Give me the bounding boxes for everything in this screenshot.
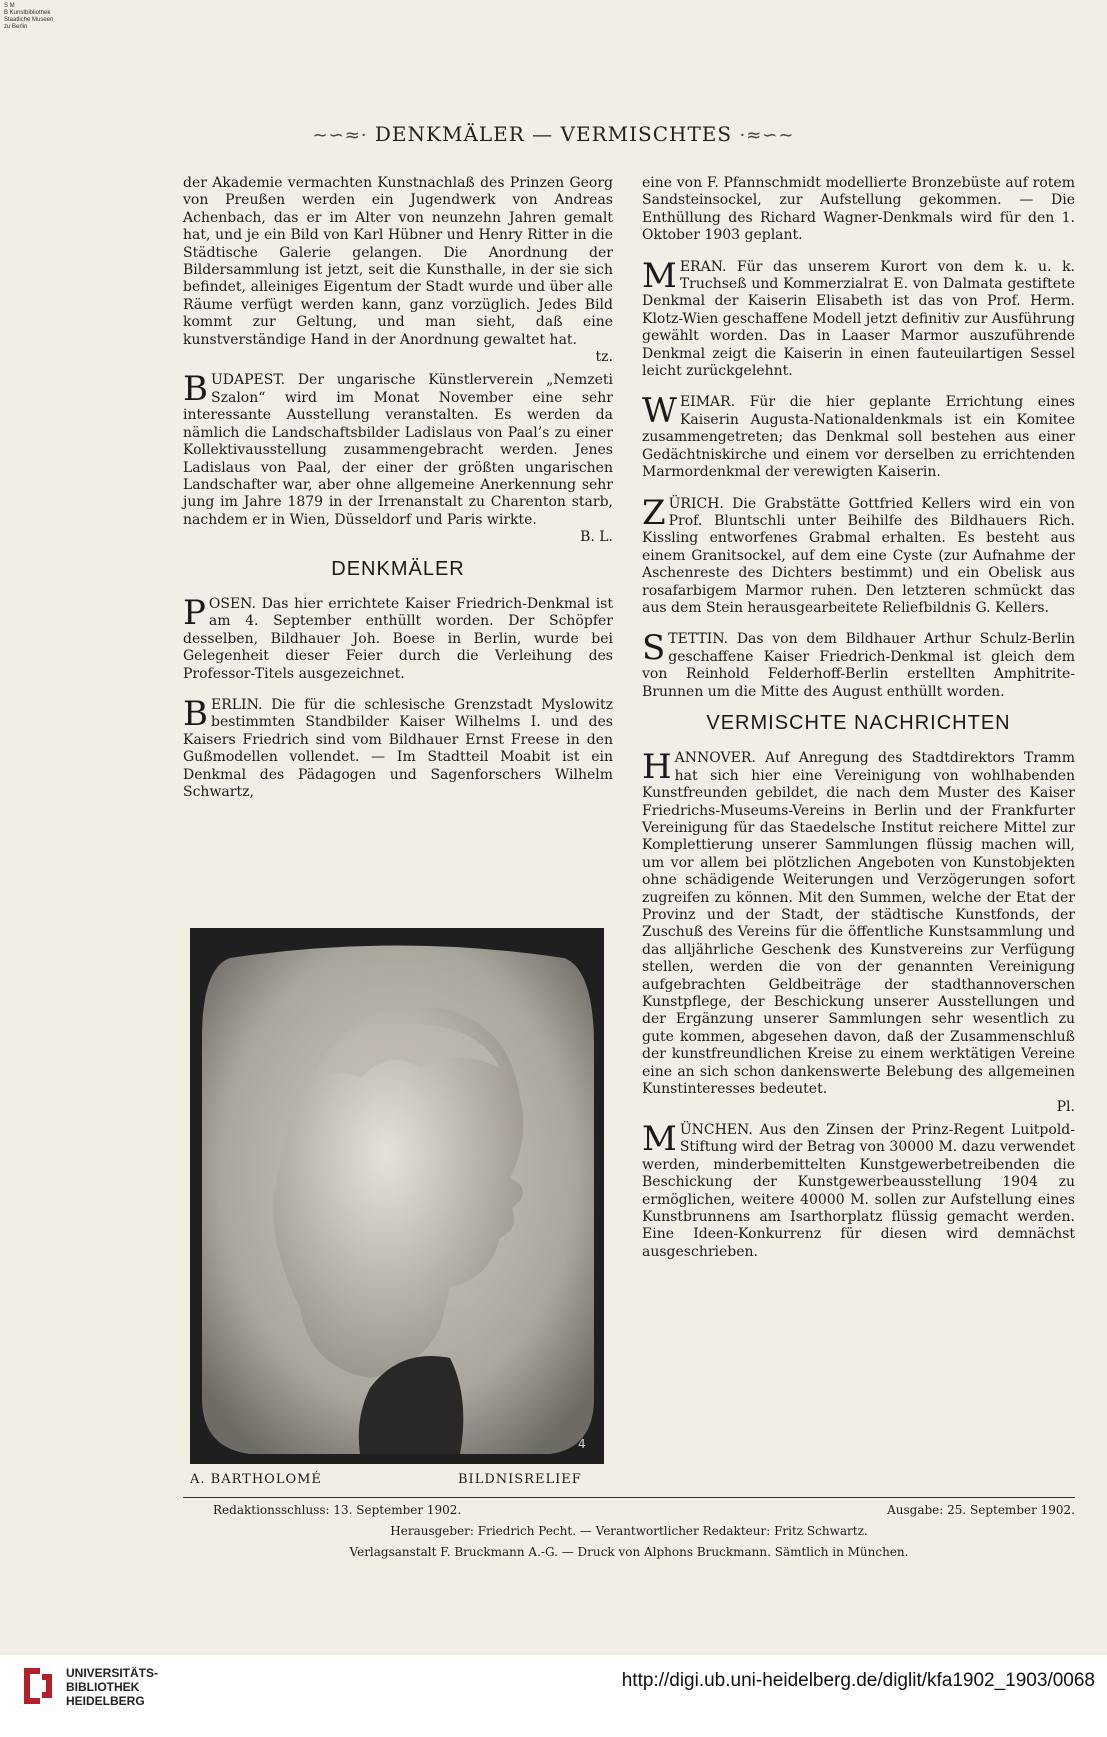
caption-artist: A. BARTHOLOMÉ <box>190 1472 322 1487</box>
article-text: ANNOVER. Auf Anregung des Stadtdirektors Tramm hat sich hier eine Vereinigung von wohlhabenden Kunstfreunden gebildet, die nach dem Muster des Kaiser Friedrichs-Museums-Vereins in Berlin und der Frankfurter Vereinigung für das Staedelsche Institut reichere Mittel zur Komplettierung unserer Sammlungen flüssig machen will, um vor allem bei plötzlichen Angeboten von Kunstobjekten ohne schädigende Weiterungen und Verzögerungen sofort zugreifen zu können. Mit den Summen, welche der Etat der Provinz und der Stadt, der städtische Kunstfonds, der Zuschuß des Vereins für die öffentliche Kunstsammlung und das alljährliche Geschenk des Kunstvereins zur Verfügung stellen, werden die von der genannten Vereinigung aufgebrachten Geldbeiträge der stadthannoverschen Kunstpflege, der Beschickung unserer Ausstellungen und der Ergänzung unserer Sammlungen sehr wesentlich zu gute kommen, abgesehen davon, daß der Zusammenschluß der kunstfreundlichen Kreise zu einem werktätigen Vereine eine an sich schon dankenswerte Belebung des allgemeinen Kunstinteresses bedeutet. <box>642 750 1075 1098</box>
article-meran <box>642 255 1075 381</box>
footer-redaktion: Redaktionsschluss: 13. September 1902. <box>213 1503 462 1517</box>
dropcap: B <box>183 693 208 734</box>
article-budapest <box>183 369 613 546</box>
article-signature: tz. <box>595 349 613 366</box>
article-posen <box>183 592 613 683</box>
stamp-line: Staatliche Museen <box>4 17 54 23</box>
footer-rule <box>183 1497 1075 1498</box>
dropcap: Z <box>642 492 666 533</box>
article-text: UDAPEST. Der ungarische Künstlerverein „Nemzeti Szalon“ wird im Monat November eine sehr interessante Ausstellung veranstalten. Es werden da nämlich die Landschaftsbilder Ladislaus von Paal’s zu einer Kollektivausstellung zusammengebracht werden. Jenes Ladislaus von Paal, der einer der größten ungarischen Landschafter war, aber ohne allgemeine Anerkennung sehr jung im Jahre 1879 in der Irrenanstalt zu Charenton starb, nachdem er in Wien, Düsseldorf und Paris wirkte. <box>183 372 613 528</box>
article-text: ERLIN. Die für die schlesische Grenzstadt Myslowitz bestimmten Standbilder Kaiser Wilhelms I. und des Kaisers Friedrich sind vom Bildhauer Ernst Freese in den Gußmodellen vollendet. — Im Stadtteil Moabit ist ein Denkmal des Pädagogen und Sagenforschers Wilhelm Schwartz, <box>183 696 613 800</box>
caption-title: BILDNISRELIEF <box>458 1472 582 1487</box>
university-name-line: BIBLIOTHEK <box>66 1680 140 1694</box>
section-heading-vermischte: VERMISCHTE NACHRICHTEN <box>706 711 1011 734</box>
article-signature: B. L. <box>580 529 613 546</box>
article-text: ERAN. Für das unserem Kurort von dem k. u. k. Truchseß und Kommerzialrat E. von Dalmata gestiftete Denkmal der Kaiserin Elisabeth ist das von Prof. Herm. Klotz-Wien geschaffene Modell jetzt definitiv zur Ausführung gewählt worden. Das in Laaser Marmor auszuführende Denkmal zeigt die Kaiserin in einen fauteuilartigen Sessel leicht zurückgelehnt. <box>642 258 1075 380</box>
university-name <box>66 1666 158 1708</box>
dropcap: B <box>183 369 208 410</box>
dropcap: W <box>642 391 677 432</box>
stamp-line: S M <box>4 3 15 9</box>
footer-herausgeber: Herausgeber: Friedrich Pecht. — Verantwortlicher Redakteur: Fritz Schwartz. <box>390 1524 868 1538</box>
right-column <box>642 175 1075 1275</box>
section-heading-denkmaeler: DENKMÄLER <box>331 557 465 580</box>
digitization-url-link[interactable]: http://digi.ub.uni-heidelberg.de/diglit/kfa1902_1903/0068 <box>621 1670 1095 1691</box>
digitization-bar <box>0 1655 1107 1737</box>
dropcap: H <box>642 747 672 788</box>
library-stamp <box>4 3 84 31</box>
plate-number: 4 <box>578 1437 586 1451</box>
university-name-line: HEIDELBERG <box>66 1694 145 1708</box>
article-text: der Akademie vermachten Kunstnachlaß des Prinzen Georg von Preußen werden ein Jugendwerk von Andreas Achenbach, das er im Alter von neunzehn Jahren gemalt hat, und je ein Bild von Karl Hübner und Henry Ritter in die Städtische Galerie gelangen. Die Anordnung der Bildersammlung ist jetzt, seit die Kunsthalle, in der sie sich befindet, alleiniges Eigentum der Stadt wurde und über alle Räume verfügt werden kann, ganz vorzüglich. Jedes Bild kommt zur Geltung, und man sieht, daß eine kunstverständige Hand in der Anordnung gewaltet hat. <box>183 175 613 348</box>
article-signature: Pl. <box>1056 1098 1075 1115</box>
article-berlin <box>183 693 613 801</box>
article-text: ÜNCHEN. Aus den Zinsen der Prinz-Regent Luitpold-Stiftung wird der Betrag von 30000 M. dazu verwendet werden, minderbemittelten Kunstgewerbetreibenden die Beschickung der Kunstgewerbeausstellung 1904 zu ermöglichen, weitere 40000 M. sollen zur Aufstellung eines Kunstbrunnens am Isarthorplatz flüssig gemacht werden. Eine Ideen-Konkurrenz für diesen wird demnächst ausgeschrieben. <box>642 1121 1075 1260</box>
ornament-left-icon: ~∽≈· <box>312 125 368 146</box>
running-head-title: DENKMÄLER — VERMISCHTES <box>374 122 733 146</box>
article-text: ÜRICH. Die Grabstätte Gottfried Kellers wird ein von Prof. Bluntschli unter Beihilfe des Bildhauers Rich. Kissling entworfenes Grabmal erhalten. Es besteht aus einem Granitsockel, auf dem eine Cyste (zur Aufnahme der Aschenreste des Dichters bestimmt) und ein Obelisk aus rosafarbigem Marmor ruhen. Den letzteren schmückt das aus dem Stein herausgearbeitete Reliefbildnis G. Kellers. <box>642 495 1075 616</box>
article-zuerich <box>642 492 1075 618</box>
dropcap: P <box>183 592 206 633</box>
article-text: EIMAR. Für die hier geplante Errichtung eines Kaiserin Augusta-Nationaldenkmals ist ein Komitee zusammengetreten; das Denkmal soll bestehen aus einer Gedächtniskirche und einem vor derselben zu errichtenden Marmordenkmal der verewigten Kaiserin. <box>642 394 1075 481</box>
dropcap: S <box>642 628 666 669</box>
article-text: eine von F. Pfannschmidt modellierte Bronzebüste auf rotem Sandsteinsockel, zur Aufstellung gekommen. — Die Enthüllung des Richard Wagner-Denkmals wird für den 1. Oktober 1903 geplant. <box>642 175 1075 244</box>
article-text: OSEN. Das hier errichtete Kaiser Friedrich-Denkmal ist am 4. September enthüllt worden. Der Schöpfer desselben, Bildhauer Joh. Boese in Berlin, wurde bei Gelegenheit dieser Feier durch die Verleihung des Professor-Titels ausgezeichnet. <box>183 595 613 682</box>
university-name-line: UNIVERSITÄTS- <box>66 1666 159 1680</box>
relief-illustration <box>190 928 604 1464</box>
article-weimar <box>642 391 1075 481</box>
footer-verlag: Verlagsanstalt F. Bruckmann A.-G. — Druck von Alphons Bruckmann. Sämtlich in München. <box>349 1545 909 1559</box>
stamp-line: zu Berlin <box>4 24 28 30</box>
university-logo-icon <box>18 1664 58 1708</box>
article-stettin <box>642 628 1075 701</box>
article-muenchen <box>642 1118 1075 1261</box>
article-hannover <box>642 747 1075 1116</box>
article-text: TETTIN. Das von dem Bildhauer Arthur Schulz-Berlin geschaffene Kaiser Friedrich-Denkmal ist gleich dem von Reinhold Felderhoff-Berlin erstellten Amphitrite-Brunnen um die Mitte des August enthüllt worden. <box>642 631 1075 700</box>
dropcap: M <box>642 255 677 296</box>
relief-photograph <box>190 928 604 1464</box>
stamp-line: B Kunstbibliothek <box>4 10 51 16</box>
running-head <box>0 122 1107 146</box>
article-wagner <box>642 175 1075 245</box>
footer-ausgabe: Ausgabe: 25. September 1902. <box>887 1503 1075 1517</box>
article-achenbach <box>183 175 613 366</box>
ornament-right-icon: ·≈∽~ <box>739 125 795 146</box>
dropcap: M <box>642 1118 677 1159</box>
left-column <box>183 175 613 815</box>
